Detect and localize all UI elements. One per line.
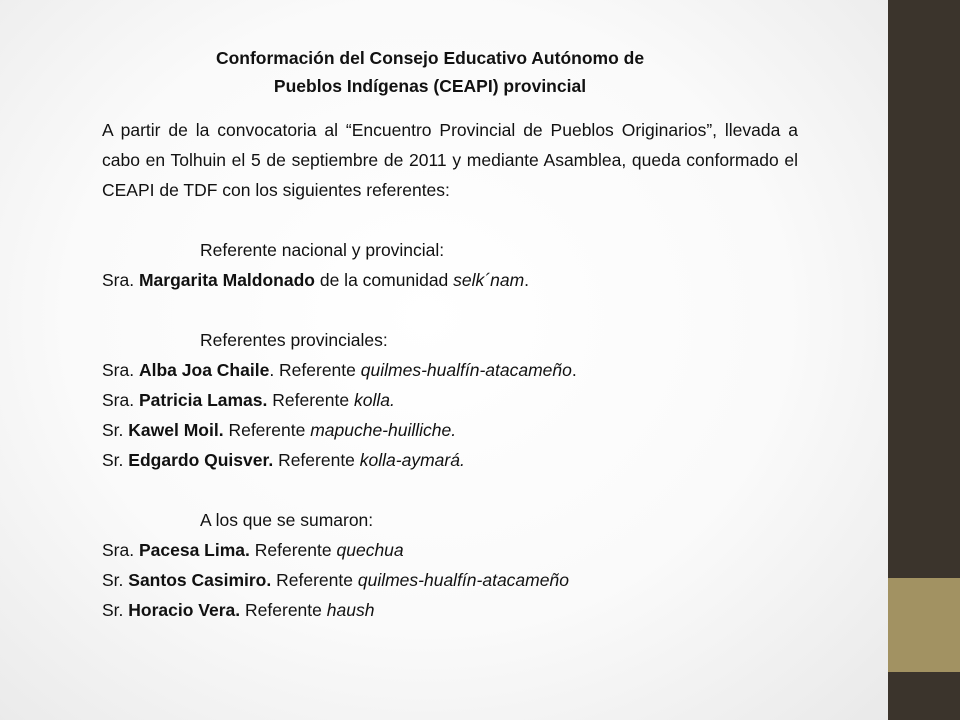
intro-paragraph: A partir de la convocatoria al “Encuentro Provincial de Pueblos Originarios”, llevada a cabo en Tolhuin el 5 de septiembre de 2011 y mediante Asamblea, queda conformado el CEAPI de TDF con los siguientes referentes:: [102, 120, 798, 200]
referent-line: [102, 265, 798, 295]
national-section: [102, 235, 798, 295]
referent-line: [102, 535, 798, 565]
referent-line: [102, 445, 798, 475]
referent-name: Horacio Vera.: [128, 600, 241, 620]
joined-heading: A los que se sumaron:: [200, 510, 374, 530]
referent-community: haush: [326, 600, 375, 620]
referent-title: Sra.: [102, 540, 135, 560]
joined-section: [102, 505, 798, 625]
referent-name: Patricia Lamas.: [138, 390, 268, 410]
referent-middle: Referente: [245, 600, 322, 620]
referent-title: Sra.: [102, 270, 135, 290]
provincial-section: [102, 325, 798, 475]
referent-community: mapuche-huilliche.: [310, 420, 457, 440]
referent-title: Sr.: [102, 570, 124, 590]
referent-title: Sr.: [102, 600, 124, 620]
referent-end: .: [524, 270, 530, 290]
referent-name: Alba Joa Chaile: [138, 360, 270, 380]
referent-middle: Referente: [254, 540, 332, 560]
referent-line: [102, 415, 798, 445]
referent-community: quilmes-hualfín-atacameño: [357, 570, 569, 590]
provincial-heading: Referentes provinciales:: [200, 330, 388, 350]
referent-community: quechua: [336, 540, 404, 560]
referent-middle: Referente: [228, 420, 306, 440]
referent-middle: Referente: [278, 450, 355, 470]
referent-name: Edgardo Quisver.: [128, 450, 274, 470]
referent-name: Santos Casimiro.: [128, 570, 272, 590]
referent-title: Sra.: [102, 390, 135, 410]
referent-title: Sr.: [102, 420, 124, 440]
title-line-1: Conformación del Consejo Educativo Autónomo de: [215, 48, 645, 68]
referent-name: Margarita Maldonado: [138, 270, 315, 290]
referent-community: quilmes-hualfín-atacameño: [360, 360, 572, 380]
referent-end: .: [571, 360, 577, 380]
referent-line: [102, 385, 798, 415]
referent-community: kolla-aymará.: [359, 450, 465, 470]
referent-title: Sr.: [102, 450, 124, 470]
referent-line: [102, 355, 798, 385]
slide-content: [102, 115, 798, 625]
side-decoration-bar: [888, 0, 960, 720]
referent-middle: Referente: [272, 390, 350, 410]
side-accent-block: [888, 578, 960, 672]
referent-middle: . Referente: [269, 360, 356, 380]
referent-middle: Referente: [276, 570, 353, 590]
referent-community: selk´nam: [453, 270, 525, 290]
title-line-2: Pueblos Indígenas (CEAPI) provincial: [273, 76, 587, 96]
national-heading: Referente nacional y provincial:: [200, 240, 445, 260]
referent-line: [102, 595, 798, 625]
referent-name: Pacesa Lima.: [138, 540, 250, 560]
slide-title: [100, 44, 760, 100]
referent-name: Kawel Moil.: [128, 420, 224, 440]
referent-middle: de la comunidad: [319, 270, 449, 290]
referent-line: [102, 565, 798, 595]
referent-community: kolla.: [354, 390, 395, 410]
referent-title: Sra.: [102, 360, 135, 380]
